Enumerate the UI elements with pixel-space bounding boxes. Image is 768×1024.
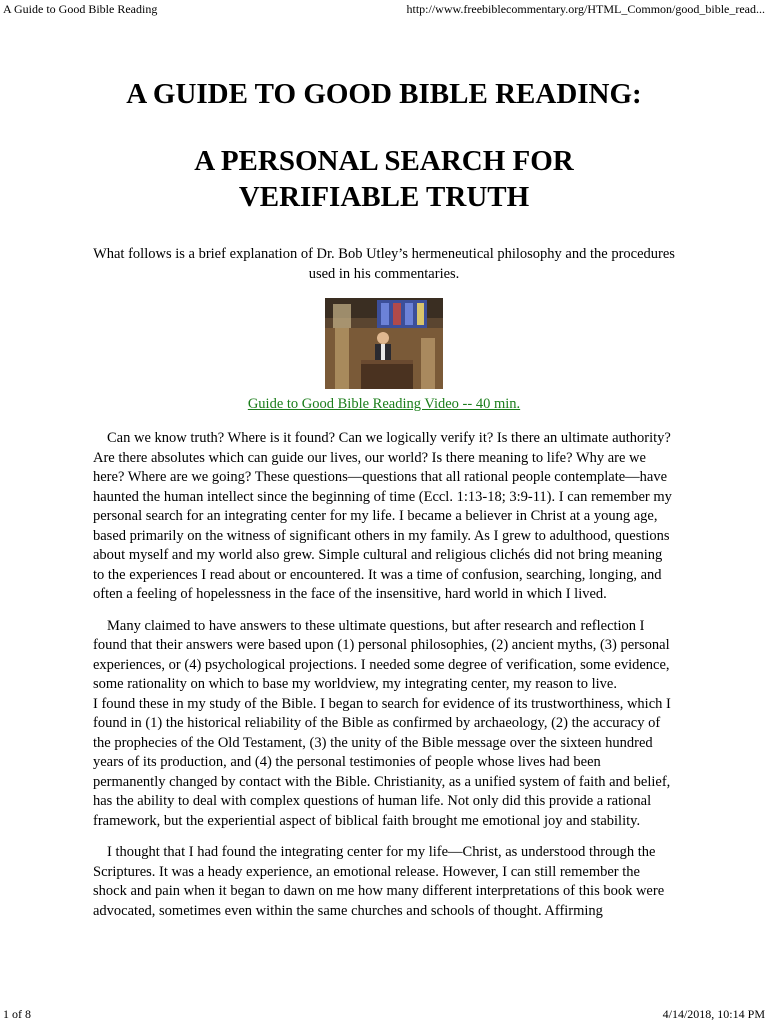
paragraph: Can we know truth? Where is it found? Can we logically verify it? Is there an ultimate authority? Are there absolutes which can guide our lives, our world? Is there meaning to life? Why are we here? Where are we going? These questions—questions that all rational people contemplate—have haunted the human intellect since the beginning of time (Eccl. 1:13-18; 3:9-11). I can remember my personal search for an integrating center for my life. I became a believer in Christ at a young age, based primarily on the witness of significant others in my family. As I grew to adulthood, questions about myself and my world also grew. Simple cultural and religious clichés did not bring meaning to the experiences I read about or encountered. It was a time of confusion, searching, longing, and often a feeling of hopelessness in the face of the insensitive, hard world in which I lived. (93, 430, 672, 602)
video-link[interactable]: Guide to Good Bible Reading Video -- 40 min. (247, 396, 521, 412)
intro-text: What follows is a brief explanation of Dr. Bob Utley’s hermeneutical philosophy and the procedures used in his commentaries. (93, 246, 675, 282)
print-header-title: A Guide to Good Bible Reading (3, 2, 158, 16)
print-footer (3, 1006, 765, 1022)
document-title: A GUIDE TO GOOD BIBLE READING: (126, 78, 642, 110)
document-subtitle: A PERSONAL SEARCH FOR VERIFIABLE TRUTH (194, 145, 574, 213)
paragraph: I thought that I had found the integrating center for my life—Christ, as understood through the Scriptures. It was a heady experience, an emotional release. However, I can still remember the shock and pain when it began to dawn on me how many different interpretations of this book were advocated, sometimes even within the same churches and schools of thought. Affirming (93, 844, 665, 919)
video-thumbnail[interactable] (325, 298, 443, 389)
paragraph: I found these in my study of the Bible. I began to search for evidence of its trustworthiness, which I found in (1) the historical reliability of the Bible as confirmed by archaeology, (2) the accuracy of the prophecies of the Old Testament, (3) the unity of the Bible message over the sixteen hundred years of its production, and (4) the personal testimonies of people whose lives had been permanently changed by contact with the Bible. Christianity, as a unified system of faith and belief, has the ability to deal with complex questions of human life. Not only did this provide a rational framework, but the experiential aspect of biblical faith brought me emotional joy and stability. (93, 695, 671, 829)
document-content (93, 76, 675, 921)
page-number: 1 of 8 (3, 1007, 31, 1021)
paragraph: Many claimed to have answers to these ultimate questions, but after research and reflection I found that their answers were based upon (1) personal philosophies, (2) ancient myths, (3) personal experiences, or (4) psychological projections. I needed some degree of verification, some evidence, some rationality on which to base my worldview, my integrating center, my reason to live. (93, 617, 670, 692)
print-header-url: http://www.freebiblecommentary.org/HTML_Common/good_bible_read... (406, 2, 765, 16)
print-timestamp: 4/14/2018, 10:14 PM (662, 1007, 765, 1021)
print-header (3, 1, 765, 17)
body-text (93, 429, 675, 921)
